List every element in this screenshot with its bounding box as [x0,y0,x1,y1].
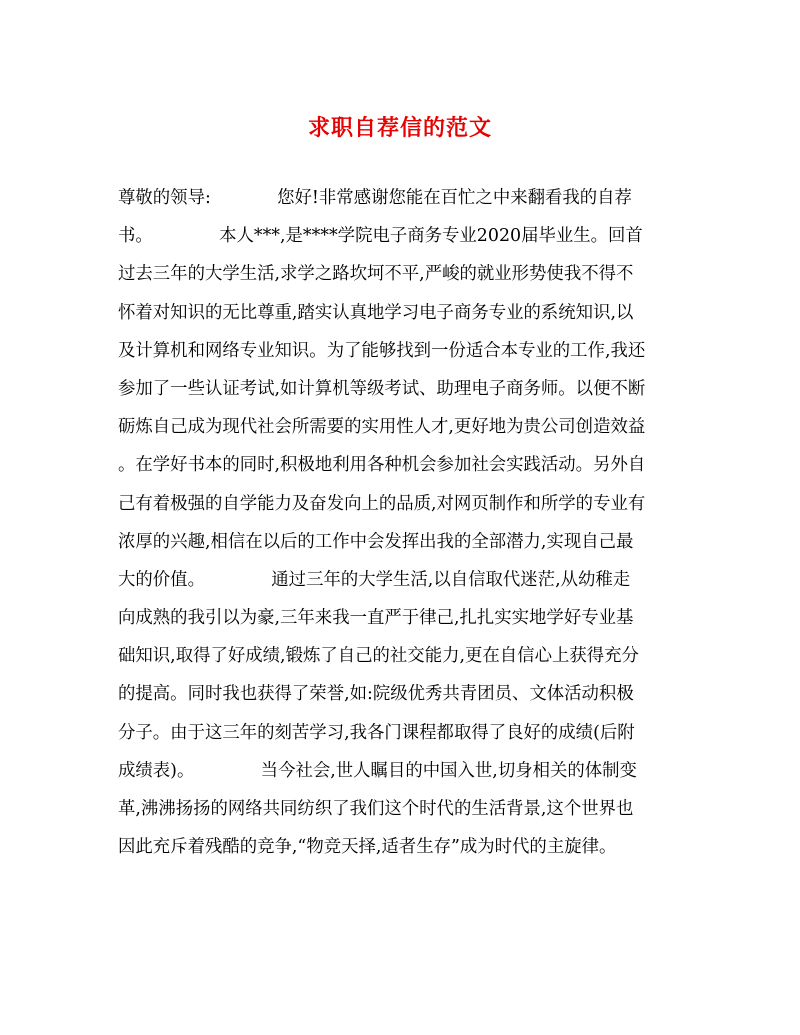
body-line: 因此充斥着残酷的竞争,“物竞天择,适者生存”成为时代的主旋律。 [118,837,617,858]
letter-body [118,179,688,866]
body-line: 砺炼自己成为现代社会所需要的实用性人才,更好地为贵公司创造效益 [118,417,646,438]
body-line: 怀着对知识的无比尊重,踏实认真地学习电子商务专业的系统知识,以 [118,302,634,323]
body-line: 及计算机和网络专业知识。为了能够找到一份适合本专业的工作,我还 [118,340,646,361]
body-line: 己有着极强的自学能力及奋发向上的品质,对网页制作和所学的专业有 [118,493,646,514]
body-line: 尊敬的领导: 您好!非常感谢您能在百忙之中来翻看我的自荐 [118,188,632,208]
body-line: 书。 本人***,是****学院电子商务专业2020届毕业生。回首 [118,226,643,247]
body-line: 浓厚的兴趣,相信在以后的工作中会发挥出我的全部潜力,实现自己最 [118,531,634,552]
body-line: 的提高。同时我也获得了荣誉,如:院级优秀共青团员、文体活动积极 [118,684,634,705]
body-line: 分子。由于这三年的刻苦学习,我各门课程都取得了良好的成绩(后附 [118,722,635,743]
document-title: 求职自荐信的范文 [307,115,492,141]
body-line: 革,沸沸扬扬的网络共同纺织了我们这个时代的生活背景,这个世界也 [118,799,634,819]
body-line: 参加了一些认证考试,如计算机等级考试、助理电子商务师。以便不断 [118,378,646,399]
body-line: 。在学好书本的同时,积极地利用各种机会参加社会实践活动。另外自 [118,455,646,476]
body-line: 础知识,取得了好成绩,锻炼了自己的社交能力,更在自信心上获得充分 [118,646,639,667]
body-line: 成绩表)。 当今社会,世人瞩目的中国入世,切身相关的体制变 [118,760,637,781]
body-line: 大的价值。 通过三年的大学生活,以自信取代迷茫,从幼稚走 [118,569,631,590]
body-line: 向成熟的我引以为豪,三年来我一直严于律己,扎扎实实地学好专业基 [118,608,634,629]
body-line: 过去三年的大学生活,求学之路坎坷不平,严峻的就业形势使我不得不 [118,264,634,285]
